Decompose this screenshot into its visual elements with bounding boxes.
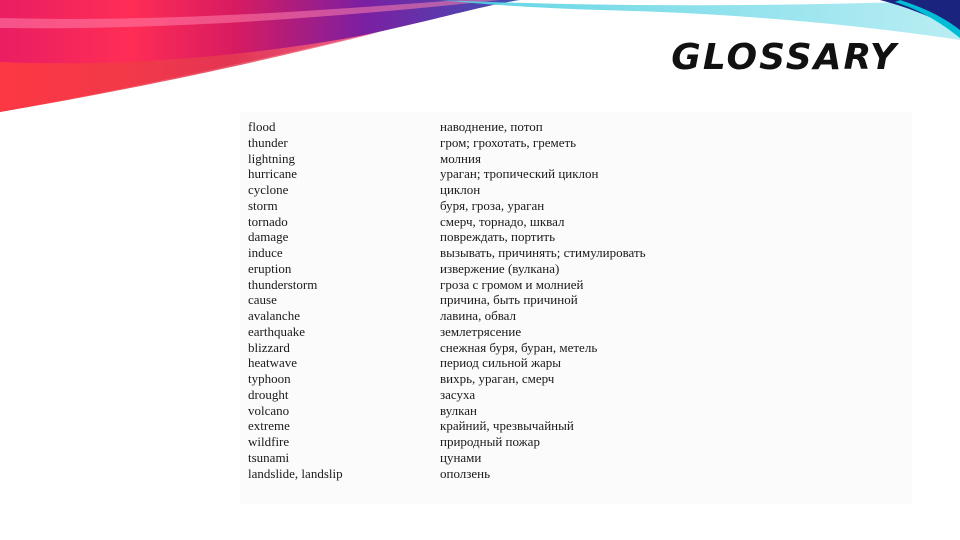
glossary-row bbox=[240, 245, 912, 261]
glossary-term: flood bbox=[248, 119, 276, 134]
glossary-translation: природный пожар bbox=[440, 434, 540, 449]
glossary-table bbox=[240, 112, 912, 504]
glossary-term: tornado bbox=[248, 213, 288, 229]
glossary-term: avalanche bbox=[248, 308, 300, 323]
glossary-translation: молния bbox=[440, 150, 481, 166]
glossary-row bbox=[240, 324, 912, 340]
glossary-translation: гроза с громом и молнией bbox=[440, 276, 584, 292]
glossary-row bbox=[240, 261, 912, 277]
glossary-term: drought bbox=[248, 386, 289, 402]
glossary-term: damage bbox=[248, 229, 289, 245]
glossary-row bbox=[240, 308, 912, 324]
glossary-row bbox=[240, 119, 912, 135]
glossary-term: earthquake bbox=[248, 323, 306, 339]
glossary-row bbox=[240, 151, 912, 167]
glossary-translation: гром; грохотать, греметь bbox=[440, 134, 577, 150]
glossary-translation: крайний, чрезвычайный bbox=[440, 418, 574, 434]
glossary-row bbox=[240, 387, 912, 403]
glossary-translation: ураган; тропический циклон bbox=[440, 166, 599, 182]
glossary-translation: вулкан bbox=[440, 402, 477, 418]
glossary-term: thunderstorm bbox=[248, 276, 318, 292]
glossary-term: cyclone bbox=[248, 182, 289, 197]
glossary-translation: период сильной жары bbox=[440, 355, 561, 371]
glossary-translation: вихрь, ураган, смерч bbox=[440, 371, 555, 386]
glossary-row bbox=[240, 403, 912, 419]
glossary-row bbox=[240, 198, 912, 214]
glossary-row bbox=[240, 292, 912, 308]
glossary-translation: лавина, обвал bbox=[440, 308, 517, 323]
glossary-translation: буря, гроза, ураган bbox=[440, 197, 545, 213]
glossary-translation: снежная буря, буран, метель bbox=[440, 339, 598, 355]
glossary-translation: оползень bbox=[440, 465, 491, 481]
glossary-row bbox=[240, 166, 912, 182]
glossary-term: lightning bbox=[248, 150, 295, 166]
glossary-term: extreme bbox=[248, 418, 290, 434]
glossary-row bbox=[240, 277, 912, 293]
glossary-translation: вызывать, причинять; стимулировать bbox=[440, 245, 646, 260]
glossary-row bbox=[240, 466, 912, 482]
glossary-row bbox=[240, 418, 912, 434]
glossary-term: landslide, landslip bbox=[248, 465, 343, 481]
glossary-term: typhoon bbox=[248, 371, 291, 386]
glossary-term: hurricane bbox=[248, 166, 298, 182]
glossary-term: induce bbox=[248, 245, 283, 260]
glossary-row bbox=[240, 450, 912, 466]
glossary-row bbox=[240, 135, 912, 151]
glossary-term: wildfire bbox=[248, 434, 290, 449]
glossary-term: thunder bbox=[248, 134, 288, 150]
glossary-term: storm bbox=[248, 197, 278, 213]
glossary-translation: цунами bbox=[440, 449, 482, 465]
glossary-row bbox=[240, 214, 912, 230]
glossary-row bbox=[240, 371, 912, 387]
glossary-term: heatwave bbox=[248, 355, 298, 371]
page-title: GLOSSARY bbox=[671, 37, 898, 78]
glossary-row bbox=[240, 340, 912, 356]
glossary-translation: засуха bbox=[440, 386, 476, 402]
glossary-row bbox=[240, 229, 912, 245]
glossary-term: cause bbox=[248, 292, 277, 308]
glossary-translation: причина, быть причиной bbox=[440, 292, 578, 308]
glossary-translation: повреждать, портить bbox=[440, 229, 556, 245]
glossary-translation: наводнение, потоп bbox=[440, 119, 543, 134]
glossary-row bbox=[240, 182, 912, 198]
glossary-translation: землетрясение bbox=[440, 323, 522, 339]
glossary-term: eruption bbox=[248, 260, 292, 276]
glossary-term: tsunami bbox=[248, 449, 290, 465]
glossary-row bbox=[240, 355, 912, 371]
glossary-translation: смерч, торнадо, шквал bbox=[440, 213, 565, 229]
glossary-row bbox=[240, 434, 912, 450]
glossary-term: blizzard bbox=[248, 339, 290, 355]
glossary-term: volcano bbox=[248, 402, 290, 418]
glossary-translation: извержение (вулкана) bbox=[440, 260, 560, 276]
glossary-translation: циклон bbox=[440, 182, 481, 197]
